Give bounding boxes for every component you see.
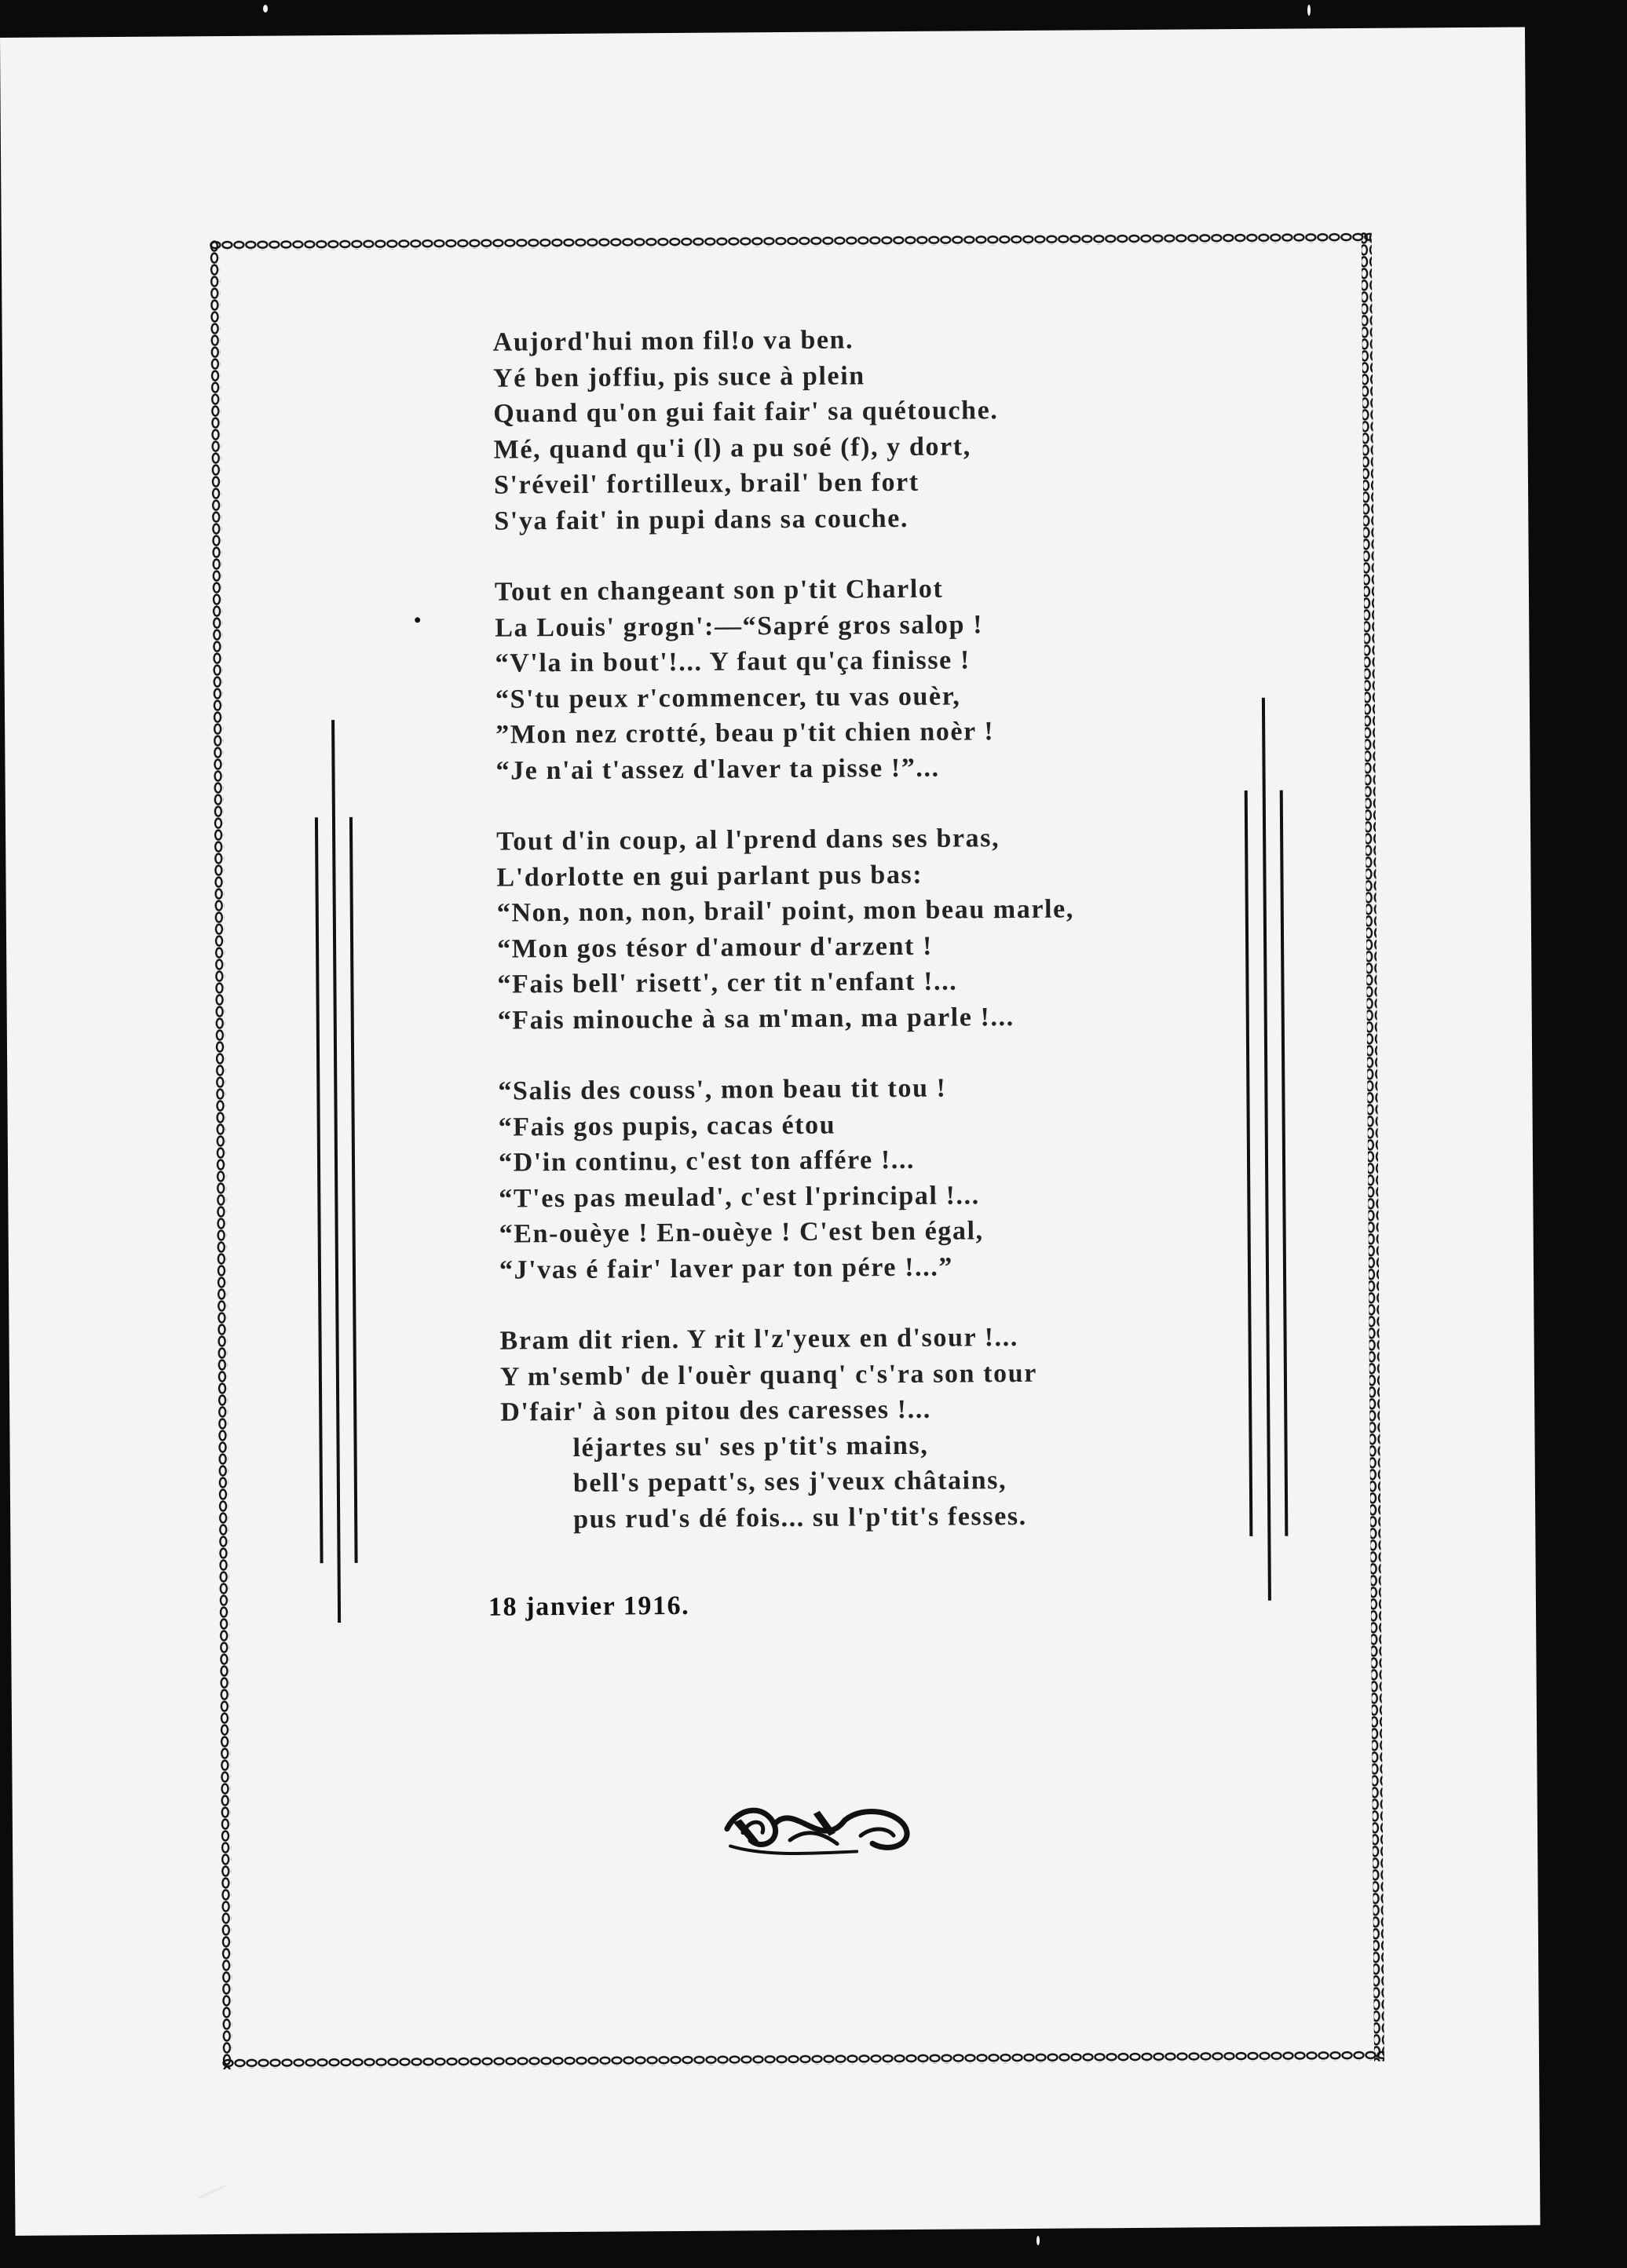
verse-line: Tout d'in coup, al l'prend dans ses bras, <box>496 824 1000 856</box>
verse-line: ”Mon nez crotté, beau p'tit chien noèr ! <box>495 717 995 750</box>
verse-line: Y m'semb' de l'ouèr quanq' c's'ra son tour <box>499 1358 1038 1392</box>
verse-line: “Mon gos tésor d'amour d'arzent ! <box>496 931 934 964</box>
ink-speck <box>1307 5 1311 16</box>
verse-line: “Je n'ai t'assez d'laver ta pisse !”... <box>495 753 940 786</box>
verse-line: S'réveil' fortilleux, brail' ben fort <box>493 467 920 500</box>
verse-line: “Fais minouche à sa m'man, ma parle !... <box>497 1002 1015 1035</box>
verse-line: bell's pepatt's, ses j'veux châtains, <box>572 1466 1007 1498</box>
stanza-3 <box>496 819 1205 1038</box>
verse-line: “D'in continu, c'est ton affére !... <box>498 1145 916 1178</box>
swirl-ornament-icon <box>719 1796 916 1861</box>
verse-line: Bram dit rien. Y rit l'z'yeux en d'sour !... <box>499 1322 1019 1356</box>
stanza-2 <box>495 569 1203 788</box>
verse-line: “Non, non, non, brail' point, mon beau marle, <box>496 894 1075 928</box>
verse-line: Mé, quand qu'i (l) a pu soé (f), y dort, <box>493 431 971 465</box>
document-page <box>0 27 1541 2235</box>
ink-speck <box>263 5 268 13</box>
verse-line: Aujord'hui mon fil!o va ben. <box>492 325 854 357</box>
verse-line: Yé ben joffiu, pis suce à plein <box>492 360 865 393</box>
poem-date: 18 janvier 1916. <box>488 1591 690 1622</box>
verse-line: D'fair' à son pitou des caresses !... <box>500 1394 932 1427</box>
stanza-5 <box>499 1318 1208 1537</box>
verse-line: Tout en changeant son p'tit Charlot <box>494 574 944 607</box>
ink-speck <box>415 617 420 623</box>
verse-line: “S'tu peux r'commencer, tu vas ouèr, <box>495 681 961 714</box>
verse-line: S'ya fait' in pupi dans sa couche. <box>494 503 909 536</box>
verse-line: Quand qu'on gui fait fair' sa quétouche. <box>493 396 999 429</box>
verse-line: “Fais gos pupis, cacas étou <box>498 1110 836 1142</box>
verse-line: “J'vas é fair' laver par ton pére !...” <box>499 1252 954 1285</box>
verse-line: “V'la in bout'!... Y faut qu'ça finisse ! <box>495 645 971 678</box>
verse-line: “Fais bell' risett', cer tit n'enfant !... <box>497 966 958 999</box>
stanza-1 <box>493 320 1201 539</box>
verse-line: L'dorlotte en gui parlant pus bas: <box>496 860 923 893</box>
verse-line: La Louis' grogn':—“Sapré gros salop ! <box>495 609 984 643</box>
verse-line: “En-ouèye ! En-ouèye ! C'est ben égal, <box>499 1216 984 1249</box>
verse-line: pus rud's dé fois... su l'p'tit's fesses. <box>573 1501 1027 1534</box>
verse-line: “Salis des couss', mon beau tit tou ! <box>498 1073 947 1106</box>
poem-body <box>493 320 1208 1572</box>
ink-speck <box>1037 2236 1040 2245</box>
stanza-4 <box>498 1068 1206 1287</box>
verse-line: léjartes su' ses p'tit's mains, <box>572 1430 929 1463</box>
verse-line: “T'es pas meulad', c'est l'principal !... <box>499 1180 980 1214</box>
